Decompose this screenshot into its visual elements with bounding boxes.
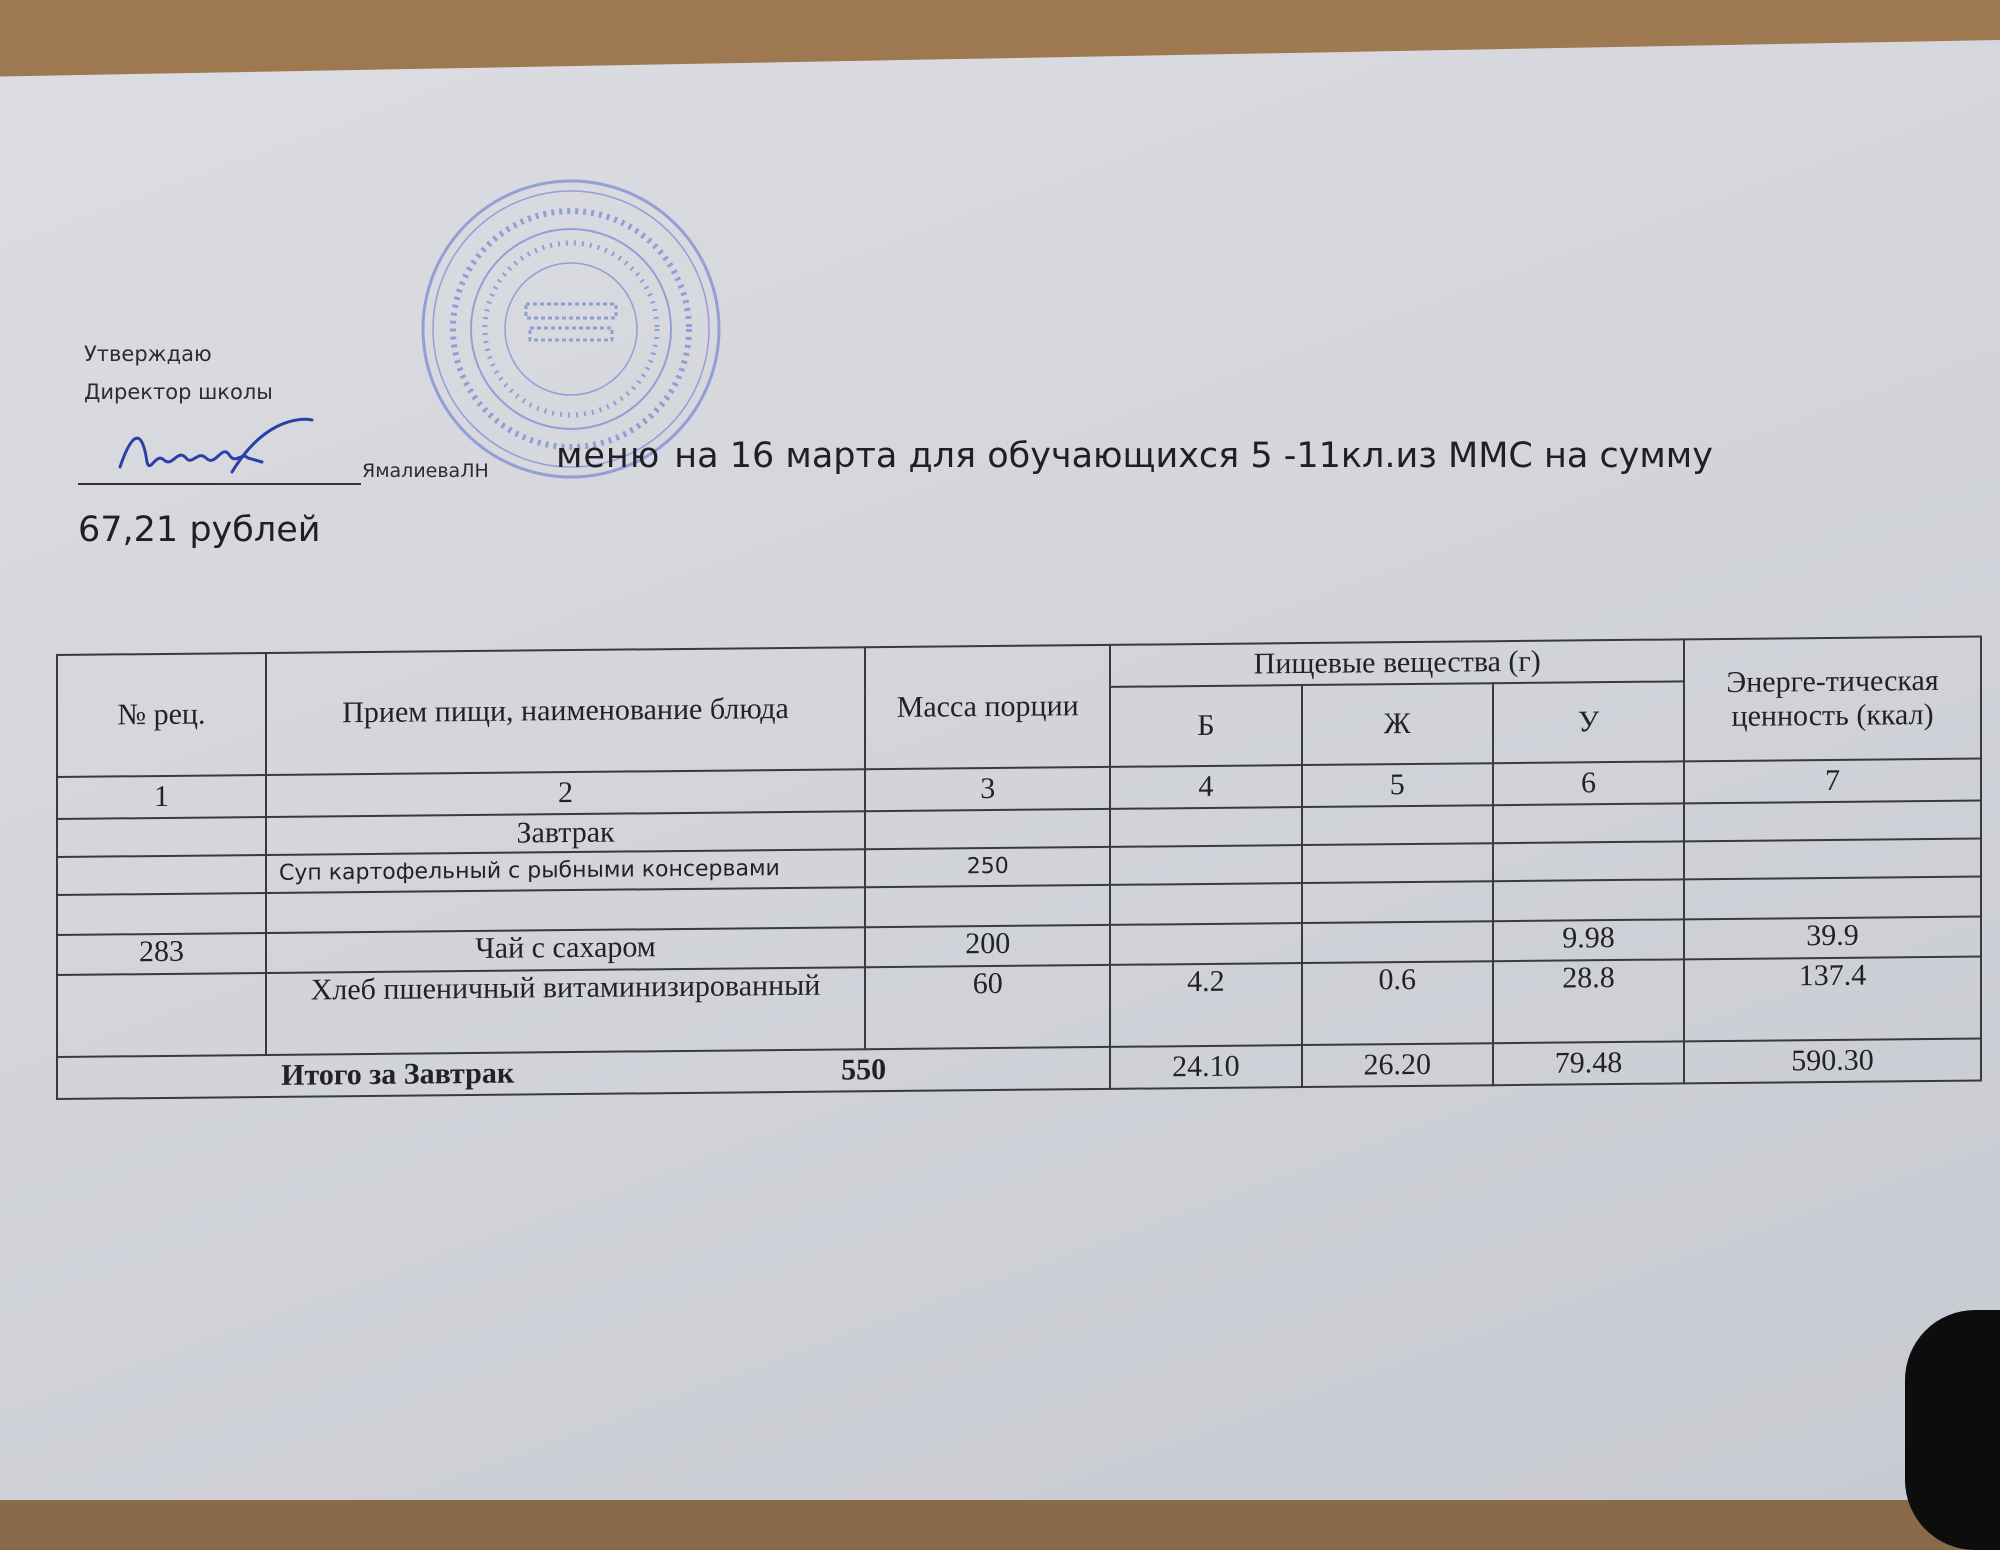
table-cell: [57, 817, 266, 857]
recipe-number: 283: [57, 933, 266, 975]
total-label-cell: [57, 1047, 1110, 1099]
total-energy: 590.30: [1684, 1039, 1981, 1084]
approval-line-1: Утверждаю: [84, 342, 212, 366]
fat-value: [1302, 921, 1493, 963]
column-number: 7: [1684, 759, 1981, 804]
carbs-value: 9.98: [1493, 919, 1684, 961]
column-number: 5: [1302, 763, 1493, 807]
portion-mass: 60: [865, 965, 1110, 1049]
energy-value: 39.9: [1684, 917, 1981, 960]
fat-value: [1302, 843, 1493, 883]
table-cell: [1684, 801, 1981, 842]
table-cell: [865, 809, 1110, 849]
fat-value: 0.6: [1302, 961, 1493, 1045]
protein-value: 4.2: [1110, 963, 1301, 1047]
protein-value: [1110, 923, 1301, 965]
header-energy: Энерге-тическая ценность (ккал): [1684, 637, 1981, 762]
dish-name: Чай с сахаром: [266, 927, 865, 973]
fat-value: [1302, 881, 1493, 923]
header-fat: Ж: [1302, 683, 1493, 765]
menu-table: [56, 636, 1982, 1100]
carbs-value: [1493, 841, 1684, 881]
energy-value: 137.4: [1684, 957, 1981, 1042]
header-portion-mass: Масса порции: [865, 645, 1110, 769]
energy-value: [1684, 839, 1981, 880]
energy-value: [1684, 877, 1981, 920]
portion-mass: 200: [865, 925, 1110, 967]
recipe-number: [57, 893, 266, 935]
column-number: 1: [57, 775, 266, 819]
table-cell: [1302, 805, 1493, 845]
portion-mass: [865, 885, 1110, 927]
approval-line-2: Директор школы: [84, 380, 273, 404]
total-label: Итого за Завтрак: [281, 1056, 515, 1092]
protein-value: [1110, 883, 1301, 925]
total-fat: 26.20: [1302, 1043, 1493, 1087]
column-number: 3: [865, 767, 1110, 811]
column-number: 4: [1110, 765, 1301, 809]
director-name: ЯмалиеваЛН: [362, 460, 489, 482]
header-dish-name: Прием пищи, наименование блюда: [266, 647, 865, 775]
recipe-number: [57, 855, 266, 895]
menu-title-rest: на 16 марта для обучающихся 5 -11кл.из ММС на сумму: [674, 436, 1713, 476]
table-cell: [1110, 807, 1301, 847]
menu-title-amount: 67,21 рублей: [78, 510, 321, 550]
header-recipe-number: № рец.: [57, 653, 266, 777]
dish-name: Суп картофельный с рыбными консервами: [266, 849, 865, 893]
dish-name: [266, 887, 865, 933]
header-carbs: У: [1493, 681, 1684, 763]
signature-line: [78, 483, 361, 485]
binder-clip: [1905, 1310, 2000, 1550]
table-cell: [1493, 803, 1684, 843]
dish-name: Хлеб пшеничный витаминизированный: [266, 967, 865, 1055]
menu-word: меню: [556, 436, 661, 476]
menu-title: [556, 436, 1713, 476]
column-number: 2: [266, 769, 865, 817]
carbs-value: [1493, 879, 1684, 921]
total-carbs: 79.48: [1493, 1041, 1684, 1085]
carbs-value: 28.8: [1493, 959, 1684, 1043]
portion-mass: 250: [865, 847, 1110, 887]
section-title: Завтрак: [266, 811, 865, 855]
total-mass: 550: [841, 1053, 887, 1087]
total-protein: 24.10: [1110, 1045, 1301, 1089]
director-signature: [112, 412, 322, 492]
column-number: 6: [1493, 761, 1684, 805]
protein-value: [1110, 845, 1301, 885]
recipe-number: [57, 973, 266, 1057]
header-protein: Б: [1110, 685, 1301, 767]
header-nutrients: Пищевые вещества (г): [1110, 639, 1684, 687]
